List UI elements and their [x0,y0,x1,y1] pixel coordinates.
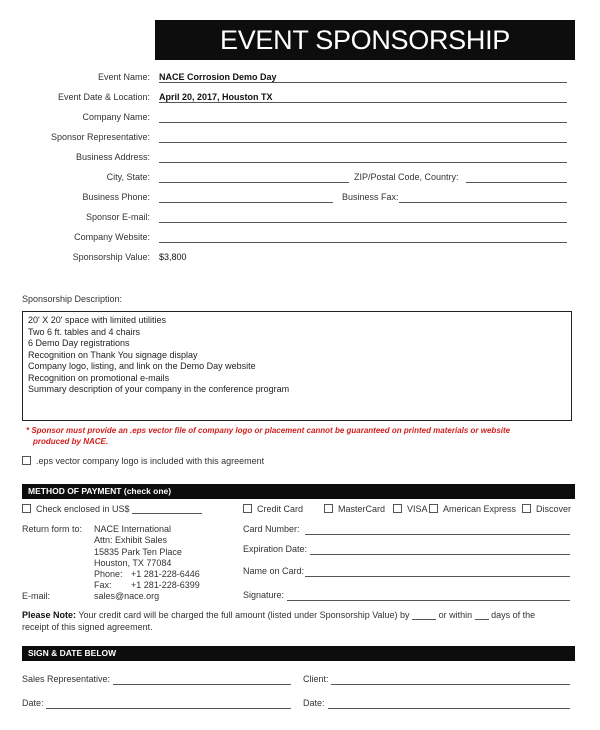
page-title: EVENT SPONSORSHIP AGREEMENT [155,20,575,60]
address-line: 15835 Park Ten Place [94,546,182,557]
sponsorship-value-label: Sponsorship Value: [72,252,150,262]
business-phone-field[interactable] [159,202,333,203]
business-address-label: Business Address: [75,152,150,162]
description-line: Company logo, listing, and link on the Demo Day website [28,361,256,371]
return-label: Return form to: [22,524,83,534]
date-label-1: Date: [22,698,44,708]
city-state-field[interactable] [159,182,349,183]
visa-option[interactable] [393,504,428,514]
description-line: Recognition on promotional e-mails [28,372,170,383]
event-name-value: NACE Corrosion Demo Day [159,72,277,82]
company-name-label: Company Name: [82,112,150,122]
eps-checkbox-label: .eps vector company logo is included with this agreement [36,456,265,466]
description-label: Sponsorship Description: [22,294,123,304]
sales-rep-field[interactable] [113,684,291,685]
address-line: Attn: Exhibit Sales [94,535,168,546]
description-line: Two 6 ft. tables and 4 chairs [28,326,141,337]
date-field-1[interactable] [46,708,291,709]
credit-card-option[interactable] [243,504,303,514]
credit-card-checkbox[interactable] [243,504,252,513]
please-note-text1: Your credit card will be charged the full amount (listed under Sponsorship Value) by [76,610,410,620]
please-note-text3: days of the [491,610,536,620]
sponsor-rep-field[interactable] [159,142,567,143]
business-fax-label: Business Fax: [342,192,399,202]
please-note-line2: receipt of this signed agreement. [22,622,153,632]
please-note [22,610,535,620]
description-line: Summary description of your company in the conference program [28,384,290,394]
card-number-label: Card Number: [243,524,300,534]
sign-header: SIGN & DATE BELOW [22,646,575,661]
address-line: Houston, TX 77084 [94,557,172,568]
eps-checkbox-row[interactable] [22,456,264,466]
company-name-field[interactable] [159,122,567,123]
date-label-2: Date: [303,698,325,708]
discover-option[interactable] [522,504,571,514]
description-line: 20' X 20' space with limited utilities [28,315,167,325]
name-on-card-label: Name on Card: [243,566,305,576]
mastercard-label: MasterCard [338,504,386,514]
sales-rep-label: Sales Representative: [22,674,111,684]
client-label: Client: [303,674,329,684]
business-phone-label: Business Phone: [82,192,150,202]
return-address [94,524,182,569]
company-website-field[interactable] [159,242,567,243]
please-note-bold: Please Note: [22,610,77,620]
zip-label: ZIP/Postal Code, Country: [354,172,459,182]
charge-days-field[interactable] [475,619,489,620]
sponsor-rep-label: Sponsor Representative: [50,132,150,142]
event-date-label: Event Date & Location: [57,92,150,102]
sponsor-email-label: Sponsor E-mail: [85,212,150,222]
event-date-field[interactable] [159,102,567,103]
phone-value: +1 281-228-6446 [131,569,200,579]
sponsorship-value: $3,800 [159,252,187,262]
visa-label: VISA [407,504,428,514]
email-value: sales@nace.org [94,591,160,601]
amex-label: American Express [443,504,517,514]
mastercard-option[interactable] [324,504,385,514]
discover-label: Discover [536,504,572,514]
company-website-label: Company Website: [74,232,150,242]
check-enclosed-checkbox[interactable] [22,504,31,513]
logo-note-line1: * Sponsor must provide an .eps vector file of company logo or placement cannot be guaranteed on printed materials or website [26,426,511,435]
description-box[interactable] [22,311,572,421]
email-label: E-mail: [22,591,51,601]
date-field-2[interactable] [328,708,570,709]
eps-checkbox[interactable] [22,456,31,465]
business-fax-field[interactable] [399,202,567,203]
zip-field[interactable] [466,182,567,183]
event-date-value: April 20, 2017, Houston TX [159,92,273,102]
phone-label: Phone: [94,569,123,579]
amex-checkbox[interactable] [429,504,438,513]
check-enclosed-label: Check enclosed in US$ [36,504,130,514]
mastercard-checkbox[interactable] [324,504,333,513]
fax-value: +1 281-228-6399 [131,580,200,590]
payment-header: METHOD OF PAYMENT (check one) [22,484,575,499]
amex-option[interactable] [429,504,516,514]
check-enclosed-row[interactable] [22,504,202,514]
client-field[interactable] [331,684,570,685]
signature-field[interactable] [287,600,570,601]
discover-checkbox[interactable] [522,504,531,513]
description-list [28,315,289,396]
business-address-field[interactable] [159,162,567,163]
city-state-label: City, State: [106,172,150,182]
description-line: Recognition on Thank You signage display [28,349,198,360]
signature-label: Signature: [243,590,285,600]
expiration-field[interactable] [310,554,570,555]
description-line: 6 Demo Day registrations [28,338,130,348]
expiration-label: Expiration Date: [243,544,308,554]
visa-checkbox[interactable] [393,504,402,513]
event-name-label: Event Name: [97,72,150,82]
check-amount-field[interactable] [132,513,202,514]
sponsor-email-field[interactable] [159,222,567,223]
please-note-text2: or within [438,610,473,620]
event-name-field[interactable] [159,82,567,83]
card-number-field[interactable] [305,534,570,535]
name-on-card-field[interactable] [305,576,570,577]
address-line: NACE International [94,524,172,534]
credit-card-label: Credit Card [257,504,304,514]
fax-label: Fax: [94,580,112,590]
logo-note-line2: produced by NACE. [33,437,109,446]
charge-date-field[interactable] [412,619,436,620]
